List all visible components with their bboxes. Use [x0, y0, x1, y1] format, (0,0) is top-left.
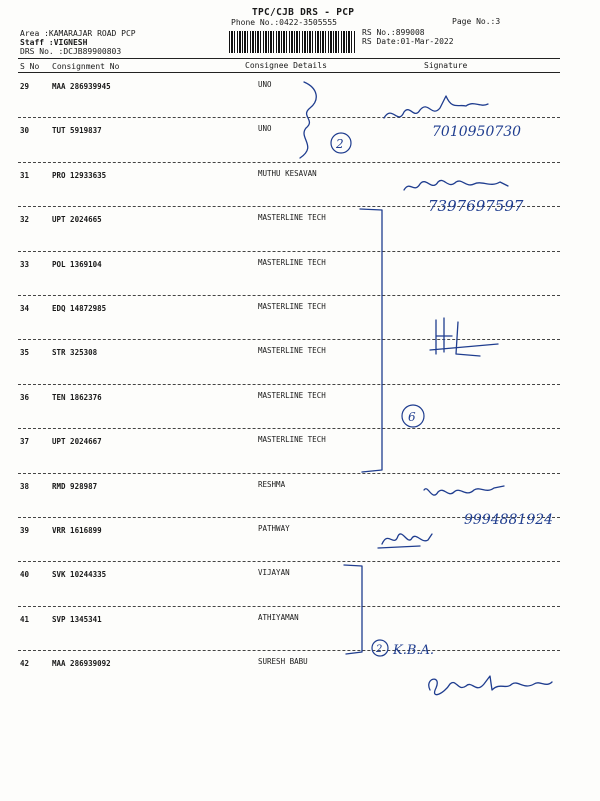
row-consignee: UNO	[258, 80, 272, 89]
row-serial: 39	[20, 526, 30, 535]
row-serial: 33	[20, 259, 30, 269]
rs-number: RS No.:899008	[362, 28, 425, 37]
row-serial: 41	[20, 614, 30, 624]
row-serial: 40	[20, 570, 30, 580]
column-consignee: Consignee Details	[245, 61, 327, 70]
count-2: 6	[408, 410, 416, 424]
row-consignment: SVP 1345341	[52, 614, 102, 624]
area-label: Area :KAMARAJAR ROAD PCP	[20, 29, 136, 38]
row-consignee: VIJAYAN	[258, 568, 290, 578]
signature-6: K.B.A.	[393, 643, 435, 658]
row-serial: 34	[20, 304, 30, 313]
row-consignment: STR 325308	[52, 348, 98, 358]
phone-number: Phone No.:0422-3505555	[231, 18, 337, 27]
row-serial: 42	[20, 659, 30, 669]
row-consignee: RESHMA	[258, 479, 286, 489]
row-consignee: MASTERLINE TECH	[258, 213, 326, 223]
staff-label: Staff :VIGNESH	[20, 38, 88, 47]
bracket-rows-40-41	[344, 565, 362, 654]
row-consignee: MASTERLINE TECH	[258, 435, 326, 445]
row-serial: 31	[20, 170, 30, 180]
row-consignment: EDQ 14872985	[52, 304, 107, 313]
signature-4	[424, 486, 504, 495]
row-consignment: UPT 2024667	[52, 437, 102, 447]
row-serial: 38	[20, 481, 30, 491]
row-consignee: MASTERLINE TECH	[258, 346, 326, 356]
document-title: TPC/CJB DRS - PCP	[252, 7, 355, 18]
count-3: 2	[376, 644, 383, 655]
signature-5	[378, 534, 432, 548]
row-serial: 37	[20, 437, 30, 447]
count-1: 2	[336, 137, 344, 151]
signature-7	[429, 676, 552, 695]
signature-1	[384, 96, 488, 118]
page-number: Page No.:3	[452, 17, 501, 26]
row-consignee: MASTERLINE TECH	[258, 257, 326, 267]
row-serial: 30	[20, 126, 30, 136]
row-serial: 32	[20, 215, 30, 225]
row-consignee: ATHIYAMAN	[258, 612, 299, 622]
row-consignment: SVK 10244335	[52, 570, 107, 580]
row-serial: 29	[20, 82, 30, 91]
phone-3: 9994881924	[464, 512, 554, 528]
brace-rows-29-30	[300, 82, 316, 158]
column-consignment: Consignment No	[52, 62, 120, 71]
column-sno: S No	[20, 62, 40, 71]
row-consignee: PATHWAY	[258, 524, 290, 533]
drs-number: DRS No. :DCJB89900803	[20, 47, 122, 56]
row-consignment: RMD 928987	[52, 481, 98, 491]
row-consignment: TUT 5919837	[52, 126, 102, 136]
row-serial: 35	[20, 348, 30, 358]
row-consignee: MASTERLINE TECH	[258, 390, 326, 400]
row-consignment: PRO 12933635	[52, 170, 107, 180]
phone-1: 7010950730	[432, 124, 522, 140]
row-serial: 36	[20, 392, 30, 402]
row-consignment: MAA 286939945	[52, 82, 111, 91]
row-consignment: MAA 286939092	[52, 659, 111, 669]
row-consignment: UPT 2024665	[52, 215, 102, 225]
row-consignment: VRR 1616899	[52, 526, 102, 535]
rs-date: RS Date:01-Mar-2022	[362, 37, 454, 46]
row-consignment: TEN 1862376	[52, 392, 102, 402]
signature-3	[430, 318, 498, 356]
row-consignment: POL 1369104	[52, 259, 102, 269]
signature-2	[404, 180, 508, 190]
row-consignee: UNO	[258, 124, 272, 134]
column-signature: Signature	[424, 61, 468, 70]
row-consignee: MUTHU KESAVAN	[258, 168, 317, 178]
phone-2: 7397697597	[428, 197, 524, 215]
row-consignee: MASTERLINE TECH	[258, 302, 326, 311]
bracket-rows-32-37	[360, 209, 382, 472]
row-consignee: SURESH BABU	[258, 657, 308, 667]
